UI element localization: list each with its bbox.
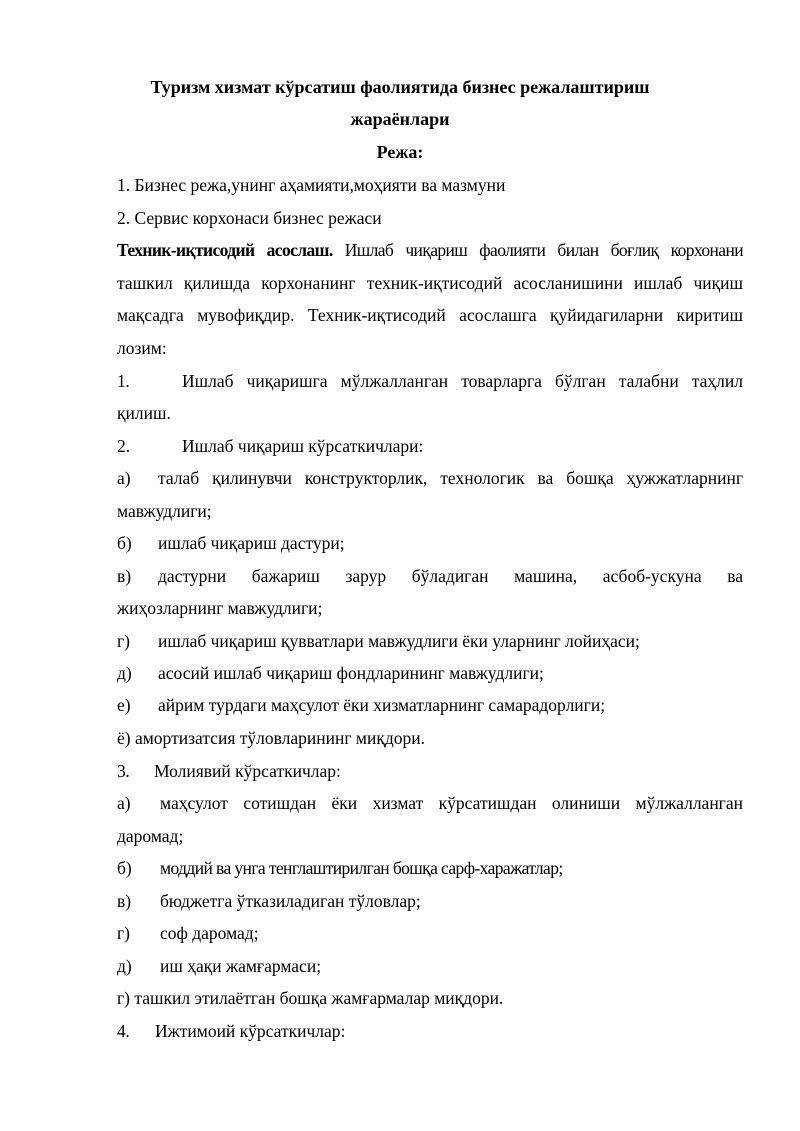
list-item-4-text: Ижтимоий кўрсаткичлар:: [155, 1021, 346, 1041]
plan-item-2: 2. Сервис корхонаси бизнес режаси: [117, 208, 382, 228]
list-item-1-text: Ишлаб чиқаришга мўлжалланган товарларга бўлган талабни таҳлил: [182, 371, 743, 391]
sub-item-text: талаб қилинувчи конструкторлик, технологик ва бошқа ҳужжатларнинг: [158, 468, 743, 488]
list-item-3-text: Молиявий кўрсаткичлар:: [154, 761, 341, 781]
list-item-3-number: 3.: [117, 761, 130, 781]
list-item-2-number: 2.: [117, 436, 131, 456]
list-item-1-text-cont: қилиш.: [117, 403, 171, 423]
sub-item-text: асосий ишлаб чиқариш фондларининг мавжудлиги;: [158, 663, 544, 683]
intro-paragraph-line-2: ташкил қилишда корхонанинг техник-иқтисодий асосланишини ишлаб чиқиш: [117, 273, 743, 293]
sub-item-marker: д): [117, 663, 132, 683]
sub-item-marker: в): [117, 891, 132, 911]
sub-item-marker: а): [117, 468, 131, 488]
sub-item-text-cont: жиҳозларнинг мавжудлиги;: [117, 598, 323, 618]
sub-item-text: ишлаб чиқариш дастури;: [158, 533, 345, 553]
sub-item-marker: г): [117, 923, 131, 943]
sub-item-marker: е): [117, 695, 131, 715]
intro-paragraph-line-3: мақсадга мувофиқдир. Техник-иқтисодий асослашга қуйидагиларни киритиш: [117, 305, 743, 325]
sub-item-marker: д): [117, 956, 132, 976]
sub-item-marker: б): [117, 858, 132, 878]
sub-item-text: г) ташкил этилаётган бошқа жамғармалар миқдори.: [117, 988, 504, 1008]
plan-heading: Режа:: [376, 142, 424, 162]
list-item-1-number: 1.: [117, 371, 130, 391]
sub-item-text: моддий ва унга тенглаштирилган бошқа сарф-харажатлар;: [160, 858, 563, 878]
plan-item-1: 1. Бизнес режа,унинг аҳамияти,моҳияти ва мазмуни: [117, 175, 506, 195]
sub-item-text: соф даромад;: [160, 923, 259, 943]
document-title: Туризм хизмат кўрсатиш фаолиятида бизнес режалаштириш: [150, 77, 650, 97]
sub-item-text-cont: мавжудлиги;: [117, 501, 212, 521]
list-item-2-text: Ишлаб чиқариш кўрсаткичлари:: [182, 436, 424, 456]
sub-item-text: айрим турдаги маҳсулот ёки хизматларнинг самарадорлиги;: [158, 695, 606, 715]
sub-item-marker: а): [117, 793, 131, 813]
sub-item-text: дастурни бажариш зарур бўладиган машина, асбоб-ускуна ва: [158, 566, 743, 586]
term-bold: Техник-иқтисодий асослаш.: [117, 240, 333, 260]
sub-item-text: ишлаб чиқариш қувватлари мавжудлиги ёки уларнинг лойиҳаси;: [158, 631, 640, 651]
sub-item-text: ё) амортизатсия тўловларининг миқдори.: [117, 728, 426, 748]
sub-item-text: маҳсулот сотишдан ёки хизмат кўрсатишдан олиниши мўлжалланган: [160, 793, 743, 813]
list-item-4-number: 4.: [117, 1021, 130, 1041]
intro-paragraph-line-4: лозим:: [117, 338, 167, 358]
sub-item-text-cont: даромад;: [117, 826, 184, 846]
sub-item-marker: б): [117, 533, 132, 553]
sub-item-text: иш ҳақи жамғармаси;: [160, 956, 322, 976]
sub-item-marker: г): [117, 631, 131, 651]
sub-item-text: бюджетга ўтказиладиган тўловлар;: [160, 891, 421, 911]
sub-item-marker: в): [117, 566, 132, 586]
document-title-line2: жараёнлари: [350, 109, 450, 129]
intro-paragraph-line-1: Техник-иқтисодий асослаш. Ишлаб чиқариш фаолияти билан боғлиқ корхонани: [117, 240, 743, 260]
